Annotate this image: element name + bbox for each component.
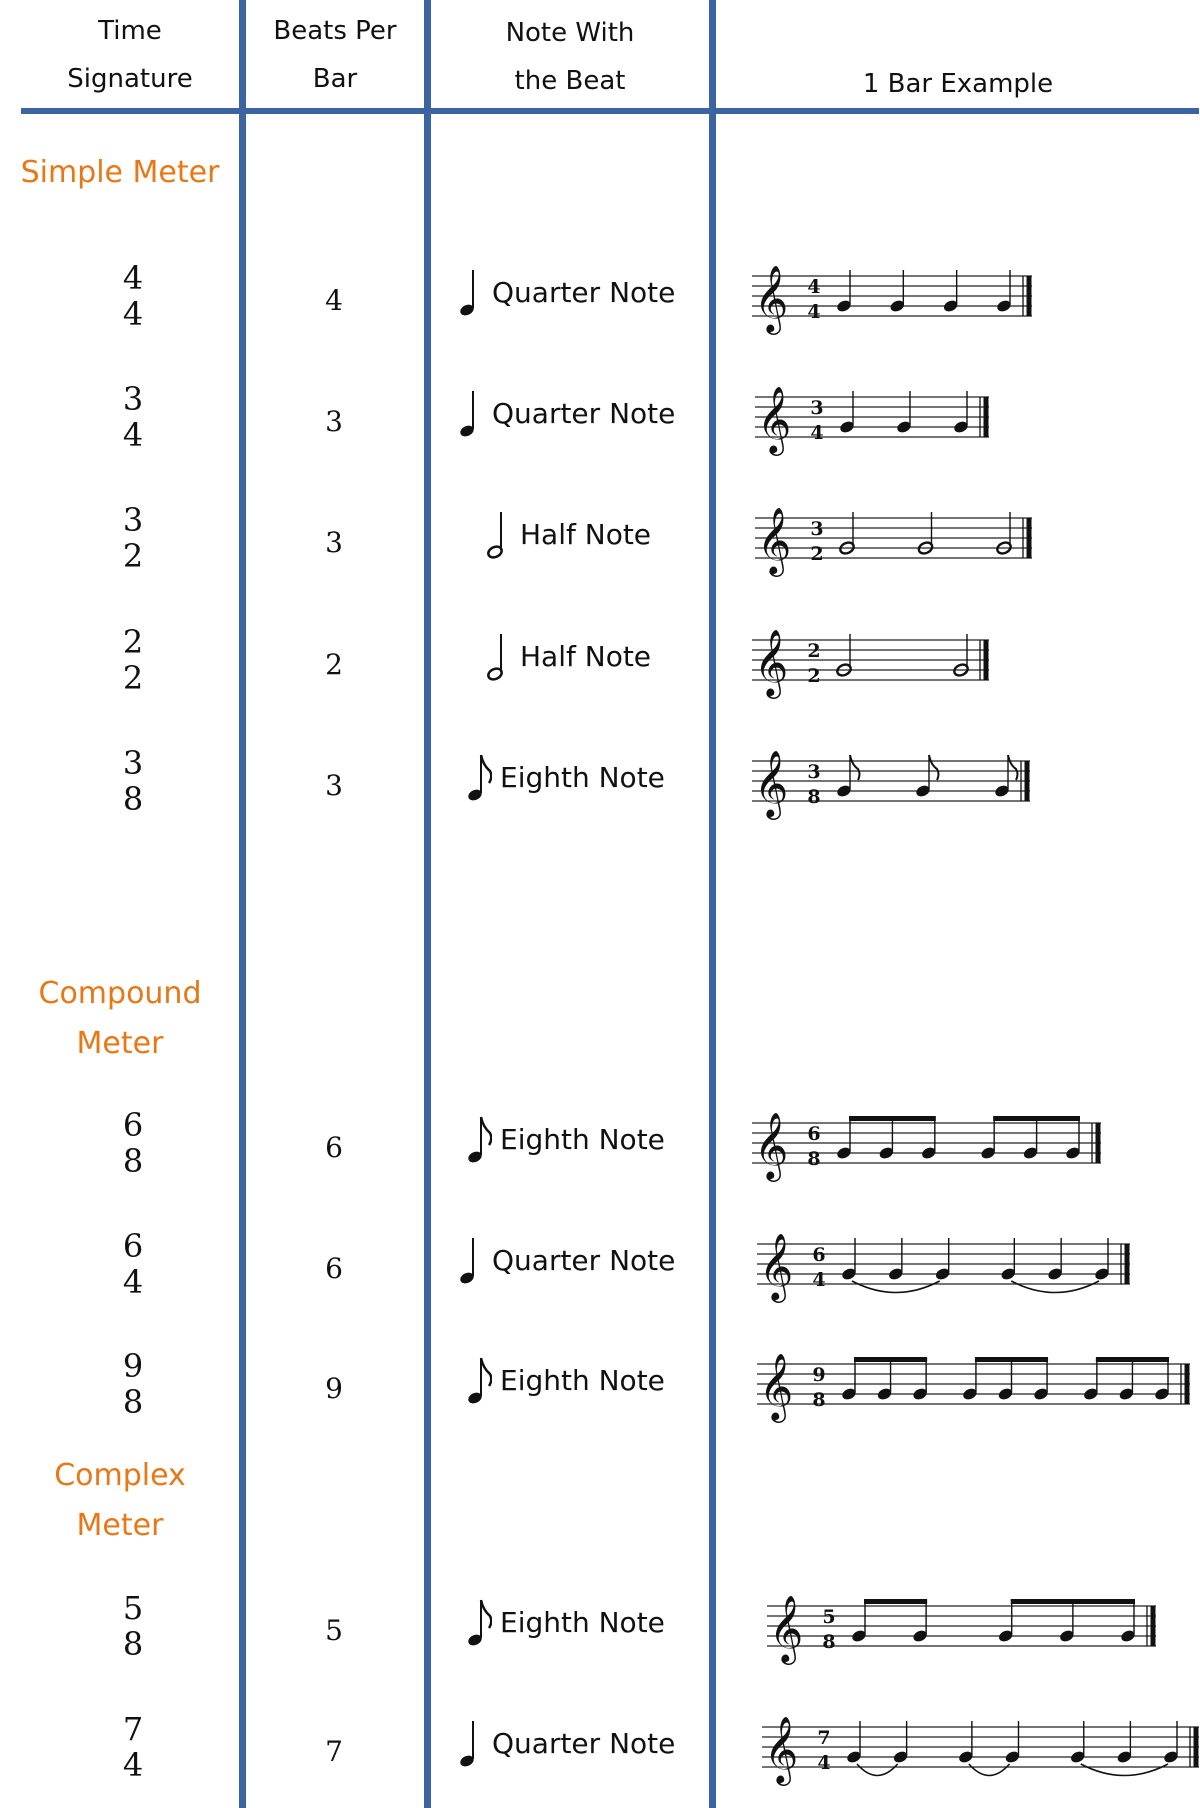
staff-time-bottom: 4	[817, 1752, 831, 1774]
note-beam	[864, 1599, 927, 1604]
beats-per-bar: 7	[325, 1735, 343, 1768]
header-bar-example: 1 Bar Example	[862, 69, 1054, 99]
treble-clef-icon: 𝄞	[759, 1232, 794, 1300]
section-label: Simple Meter	[20, 155, 220, 190]
staff-time-top: 2	[807, 640, 821, 662]
treble-clef-icon: 𝄞	[754, 1111, 789, 1179]
time-signature-bottom: 8	[122, 1383, 144, 1421]
staff-time-bottom: 4	[810, 422, 824, 444]
header-line: Note With	[505, 18, 635, 48]
time-signature-bottom: 2	[122, 659, 144, 697]
time-signature-bottom: 8	[122, 780, 144, 818]
staff-time-top: 7	[817, 1727, 831, 1749]
note-beam	[1096, 1357, 1169, 1362]
beat-note-label: Eighth Note	[500, 1122, 665, 1156]
time-signature-top: 3	[122, 744, 144, 782]
staff-time-top: 3	[810, 518, 824, 540]
time-signature-bottom: 8	[122, 1625, 144, 1663]
staff-time-top: 6	[812, 1244, 826, 1266]
beats-per-bar: 6	[325, 1252, 343, 1285]
header-line: Bar	[312, 64, 358, 94]
staff-time-top: 6	[807, 1123, 821, 1145]
section-label: Complex	[54, 1458, 186, 1493]
time-signature-bottom: 4	[122, 416, 144, 454]
eighth-flag	[929, 755, 939, 780]
beat-note-label: Quarter Note	[492, 1726, 676, 1760]
treble-clef-icon: 𝄞	[754, 264, 789, 332]
note-beam	[993, 1116, 1080, 1121]
staff-time-bottom: 8	[807, 786, 821, 808]
section-label: Meter	[76, 1026, 164, 1061]
beats-per-bar: 3	[325, 405, 343, 438]
beat-note-label: Quarter Note	[492, 396, 676, 430]
header-line: the Beat	[514, 66, 626, 96]
time-signature-bottom: 4	[122, 295, 144, 333]
beat-note-label: Half Note	[520, 639, 652, 673]
staff-time-bottom: 8	[812, 1389, 826, 1411]
slur	[852, 1281, 940, 1293]
time-signature-top: 2	[122, 623, 144, 661]
beats-per-bar: 3	[325, 769, 343, 802]
time-signature-top: 3	[122, 501, 144, 539]
beats-per-bar: 3	[325, 526, 343, 559]
header-line: Beats Per	[273, 16, 397, 46]
treble-clef-icon: 𝄞	[757, 385, 792, 453]
staff-time-top: 9	[812, 1364, 826, 1386]
staff-time-top: 3	[807, 761, 821, 783]
section-label: Meter	[76, 1508, 164, 1543]
time-signature-top: 6	[122, 1106, 144, 1144]
staff-time-bottom: 8	[822, 1631, 836, 1653]
beat-note-label: Eighth Note	[500, 1363, 665, 1397]
staff-time-bottom: 2	[810, 543, 824, 565]
beats-per-bar: 5	[325, 1614, 343, 1647]
beat-note-label: Quarter Note	[492, 275, 676, 309]
time-signature-bottom: 4	[122, 1746, 144, 1784]
slur	[1081, 1764, 1168, 1776]
staff-time-top: 4	[807, 276, 821, 298]
time-signature-top: 5	[122, 1589, 144, 1627]
time-signature-bottom: 8	[122, 1142, 144, 1180]
time-signature-bottom: 4	[122, 1263, 144, 1301]
beat-note-label: Eighth Note	[500, 760, 665, 794]
section-label: Compound	[38, 976, 202, 1011]
time-signature-top: 6	[122, 1227, 144, 1265]
beats-per-bar: 6	[325, 1131, 343, 1164]
note-beam	[854, 1357, 927, 1362]
beats-per-bar: 4	[325, 284, 343, 317]
treble-clef-icon: 𝄞	[754, 628, 789, 696]
treble-clef-icon: 𝄞	[754, 749, 789, 817]
treble-clef-icon: 𝄞	[764, 1715, 799, 1783]
staff-time-bottom: 4	[807, 301, 821, 323]
beat-note-label: Half Note	[520, 517, 652, 551]
staff-time-top: 3	[810, 397, 824, 419]
header-line: Time	[98, 16, 162, 46]
staff-time-bottom: 2	[807, 665, 821, 687]
time-signature-top: 9	[122, 1347, 144, 1385]
eighth-flag	[850, 755, 860, 780]
beats-per-bar: 9	[325, 1372, 343, 1405]
note-beam	[1011, 1599, 1135, 1604]
time-signature-top: 4	[122, 259, 144, 297]
staff-time-bottom: 4	[812, 1269, 826, 1291]
beat-note-label: Eighth Note	[500, 1605, 665, 1639]
header-line: Signature	[67, 64, 193, 94]
slur	[969, 1764, 1010, 1776]
eighth-flag	[1008, 755, 1018, 780]
note-beam	[849, 1116, 936, 1121]
beats-per-bar: 2	[325, 648, 343, 681]
beat-note-label: Quarter Note	[492, 1243, 676, 1277]
treble-clef-icon: 𝄞	[757, 506, 792, 574]
treble-clef-icon: 𝄞	[769, 1594, 804, 1662]
note-beam	[975, 1357, 1048, 1362]
time-signature-bottom: 2	[122, 537, 144, 575]
time-signature-top: 3	[122, 380, 144, 418]
slur	[1011, 1281, 1099, 1293]
staff-time-bottom: 8	[807, 1148, 821, 1170]
treble-clef-icon: 𝄞	[759, 1352, 794, 1420]
slur	[857, 1764, 898, 1776]
staff-time-top: 5	[822, 1606, 836, 1628]
time-signature-top: 7	[122, 1710, 144, 1748]
